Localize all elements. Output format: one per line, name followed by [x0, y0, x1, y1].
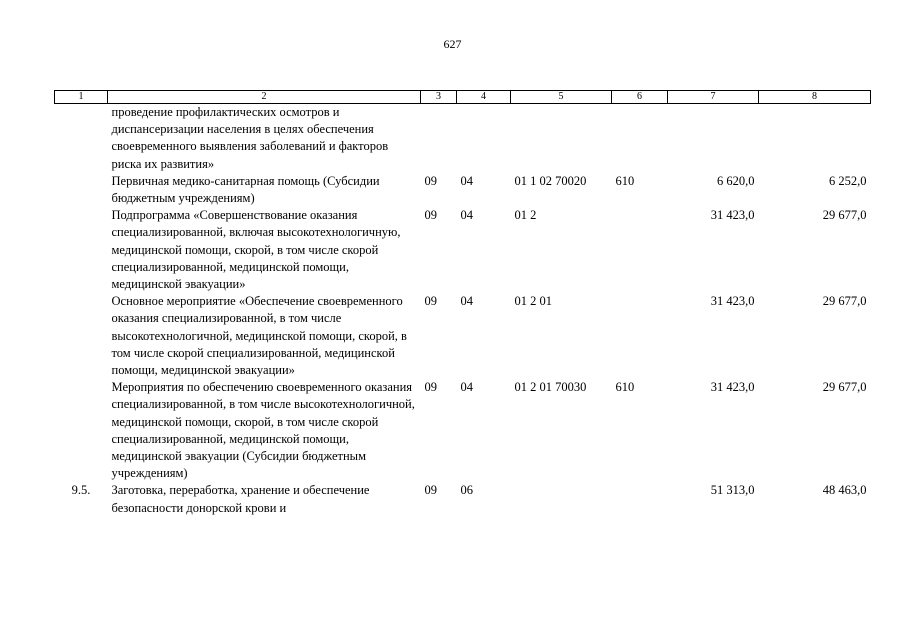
row-subsection: 04 [460, 173, 473, 188]
row-amount-1: 31 423,0 [710, 208, 755, 223]
table-row [55, 482, 871, 516]
row-target-article [511, 482, 612, 516]
column-header-4: 4 [457, 91, 511, 104]
row-amount-1: 6 620,0 [717, 173, 755, 188]
row-target-article: 01 2 [514, 208, 537, 223]
row-section: 09 [424, 294, 437, 309]
column-header-1: 1 [55, 91, 108, 104]
row-section [421, 104, 457, 173]
row-subsection: 04 [460, 294, 473, 309]
row-subsection: 04 [460, 380, 473, 395]
row-expense-type [612, 482, 668, 516]
row-amount-2: 6 252,0 [829, 173, 867, 188]
row-expense-type [612, 104, 668, 173]
row-description: Основное мероприятие «Обеспечение своевременного оказания специализированной, в том числе высокотехнологичной, медицинской помощи, скорой, в том числе скорой специализированной, медицинской помощи, медицинской эвакуации» [111, 294, 407, 378]
row-subsection: 04 [460, 208, 473, 223]
row-description: Первичная медико-санитарная помощь (Субсидии бюджетным учреждениям) [111, 173, 380, 206]
row-number [55, 173, 108, 207]
budget-table [54, 90, 871, 517]
row-amount-1: 51 313,0 [710, 483, 755, 498]
row-description: Мероприятия по обеспечению своевременного оказания специализированной, в том числе высокотехнологичной, медицинской помощи, скорой, в том числе скорой специализированной, медицинской помощи, медицинской эвакуации (Субсидии бюджетным учреждениям) [111, 380, 415, 481]
row-section: 09 [424, 173, 437, 188]
row-target-article [511, 104, 612, 173]
column-header-3: 3 [421, 91, 457, 104]
column-header-6: 6 [612, 91, 668, 104]
row-number [55, 379, 108, 482]
row-amount-2 [759, 104, 871, 173]
row-expense-type: 610 [615, 380, 635, 395]
table-header-row [55, 91, 871, 104]
row-target-article: 01 2 01 70030 [514, 380, 587, 395]
row-expense-type [612, 207, 668, 293]
row-expense-type: 610 [615, 173, 635, 188]
column-header-2: 2 [108, 91, 421, 104]
row-description: Подпрограмма «Совершенствование оказания специализированной, включая высокотехнологичную, медицинской помощи, скорой, в том числе скорой специализированной, медицинской помощи, медицинской эвакуации» [111, 208, 401, 292]
row-subsection [457, 104, 511, 173]
row-subsection: 06 [460, 483, 473, 498]
row-amount-1: 31 423,0 [710, 294, 755, 309]
row-description: Заготовка, переработка, хранение и обеспечение безопасности донорской крови и [111, 483, 370, 515]
row-number [55, 207, 108, 293]
row-amount-1 [668, 104, 759, 173]
row-number: 9.5. [71, 483, 91, 498]
row-expense-type [612, 293, 668, 379]
row-description: проведение профилактических осмотров и диспансеризации населения в целях обеспечения своевременного выявления заболеваний и факторов риска их развития» [111, 105, 389, 171]
row-amount-2: 29 677,0 [822, 294, 867, 309]
table-row [55, 293, 871, 379]
row-section: 09 [424, 380, 437, 395]
row-target-article: 01 1 02 70020 [514, 173, 587, 188]
table-row [55, 379, 871, 482]
table-row [55, 173, 871, 207]
column-header-8: 8 [759, 91, 871, 104]
table-row [55, 207, 871, 293]
row-number [55, 104, 108, 173]
table-row [55, 104, 871, 173]
row-amount-2: 48 463,0 [822, 483, 867, 498]
column-header-5: 5 [511, 91, 612, 104]
row-amount-1: 31 423,0 [710, 380, 755, 395]
row-target-article: 01 2 01 [514, 294, 552, 309]
column-header-7: 7 [668, 91, 759, 104]
row-amount-2: 29 677,0 [822, 380, 867, 395]
page-number: 627 [443, 37, 462, 51]
row-section: 09 [424, 208, 437, 223]
row-section: 09 [424, 483, 437, 498]
row-number [55, 293, 108, 379]
row-amount-2: 29 677,0 [822, 208, 867, 223]
